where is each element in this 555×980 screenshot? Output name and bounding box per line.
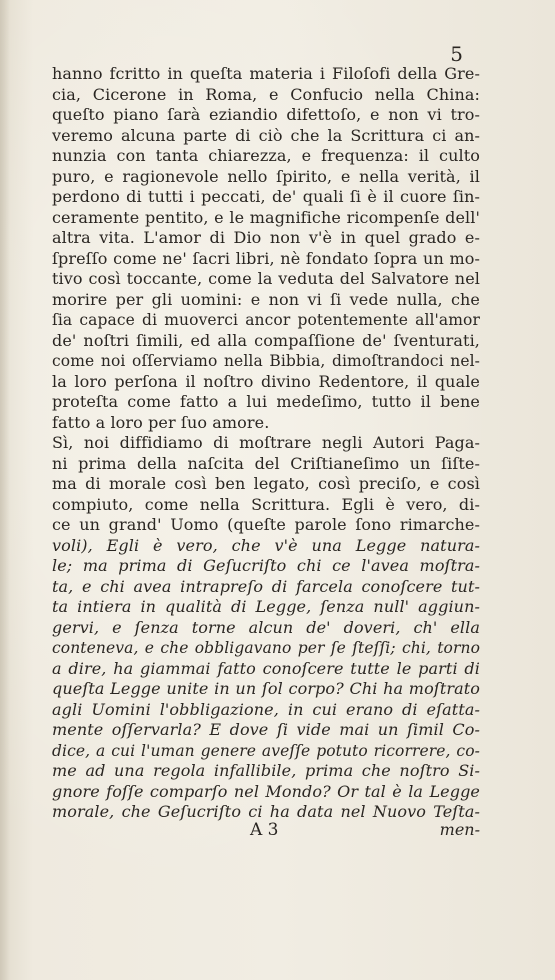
text-line: puro, e ragionevole nello ſpirito, e nella verità, il (52, 166, 480, 186)
page-footer (52, 820, 480, 842)
text-line: morire per gli uomini: e non vi ſi vede nulla, che (52, 289, 480, 309)
text-line: queſto piano ſarà eziandio difettoſo, e non vi tro- (52, 105, 480, 124)
text-line: ta, e chi avea intrapreſo di farcela conoſcere tut- (52, 576, 480, 596)
text-line: veremo alcuna parte di ciò che la Scrittura ci an- (52, 125, 480, 145)
text-line: cia, Cicerone in Roma, e Confucio nella China: (52, 84, 480, 104)
text-line: queſta Legge unite in un ſol corpo? Chi ha moſtrato (52, 679, 480, 698)
text-line: morale, che Geſucriſto ci ha data nel Nuovo Teſta- (52, 802, 480, 821)
text-line: ta intiera in qualità di Legge, ſenza null' aggiun- (52, 597, 480, 616)
text-line: Sì, noi diffidiamo di moſtrare negli Autori Paga- (52, 433, 480, 452)
text-line: come noi oſſerviamo nella Bibbia, dimoſtrandoci nel- (52, 352, 480, 370)
text-line: ceramente pentito, e le magnifiche ricompenſe dell' (52, 207, 480, 227)
text-line: gnore foſſe comparſo nel Mondo? Or tal è la Legge (52, 781, 480, 801)
page-number: 5 (450, 42, 463, 66)
text-line: ma di morale così ben legato, così preciſo, e così (52, 474, 480, 493)
text-line: nunzia con tanta chiarezza, e frequenza: il culto (52, 146, 480, 165)
text-line: tivo così toccante, come la veduta del Salvatore nel (52, 269, 480, 288)
text-line: compiuto, come nella Scrittura. Egli è vero, di- (52, 494, 480, 514)
catchword: men- (439, 820, 480, 839)
text-line: a dire, ha giammai fatto conoſcere tutte le parti di (52, 658, 480, 678)
text-line: dice, a cui l'uman genere aveſſe potuto ricorrere, co- (52, 741, 480, 760)
text-line: la loro perſona il noſtro divino Redentore, il quale (52, 371, 480, 391)
text-line: voli), Egli è vero, che v'è una Legge natura- (52, 535, 480, 555)
text-line: ſia capace di muoverci ancor potentemente all'amor (52, 311, 480, 329)
page-gutter-shadow (0, 0, 10, 980)
text-line: altra vita. L'amor di Dio non v'è in quel grado e- (52, 228, 480, 247)
text-line: ce un grand' Uomo (queſte parole ſono rimarche- (52, 515, 480, 534)
text-line: ni prima della naſcita del Criſtianeſimo un ſiſte- (52, 453, 480, 473)
text-line: ſpreſſo come ne' ſacri libri, nè fondato ſopra un mo- (52, 248, 480, 268)
text-line: de' noſtri ſimili, ed alla compaſſione de' ſventurati, (52, 330, 480, 350)
text-line: perdono di tutti i peccati, de' quali ſi è il cuore ſin- (52, 187, 480, 206)
text-line: conteneva, e che obbligavano per ſe ſteſſi; chi, torno (52, 639, 480, 657)
text-line: agli Uomini l'obbligazione, in cui erano di eſatta- (52, 699, 480, 719)
text-line: hanno fcritto in queſta materia i Filoſofi della Gre- (52, 64, 480, 83)
text-line: mente oſſervarla? E dove ſi vide mai un ſimil Co- (52, 720, 480, 739)
text-line: proteſta come fatto a lui medeſimo, tutto il bene (52, 392, 480, 411)
text-line: fatto a loro per ſuo amore. (52, 412, 270, 432)
body-text (52, 64, 480, 823)
text-line: gervi, e ſenza torne alcun de' doveri, ch' ella (52, 617, 480, 637)
signature-mark: A 3 (250, 820, 279, 840)
text-line: le; ma prima di Geſucriſto chi ce l'avea moſtra- (52, 556, 480, 575)
text-line: me ad una regola infallibile, prima che noſtro Si- (52, 761, 480, 780)
